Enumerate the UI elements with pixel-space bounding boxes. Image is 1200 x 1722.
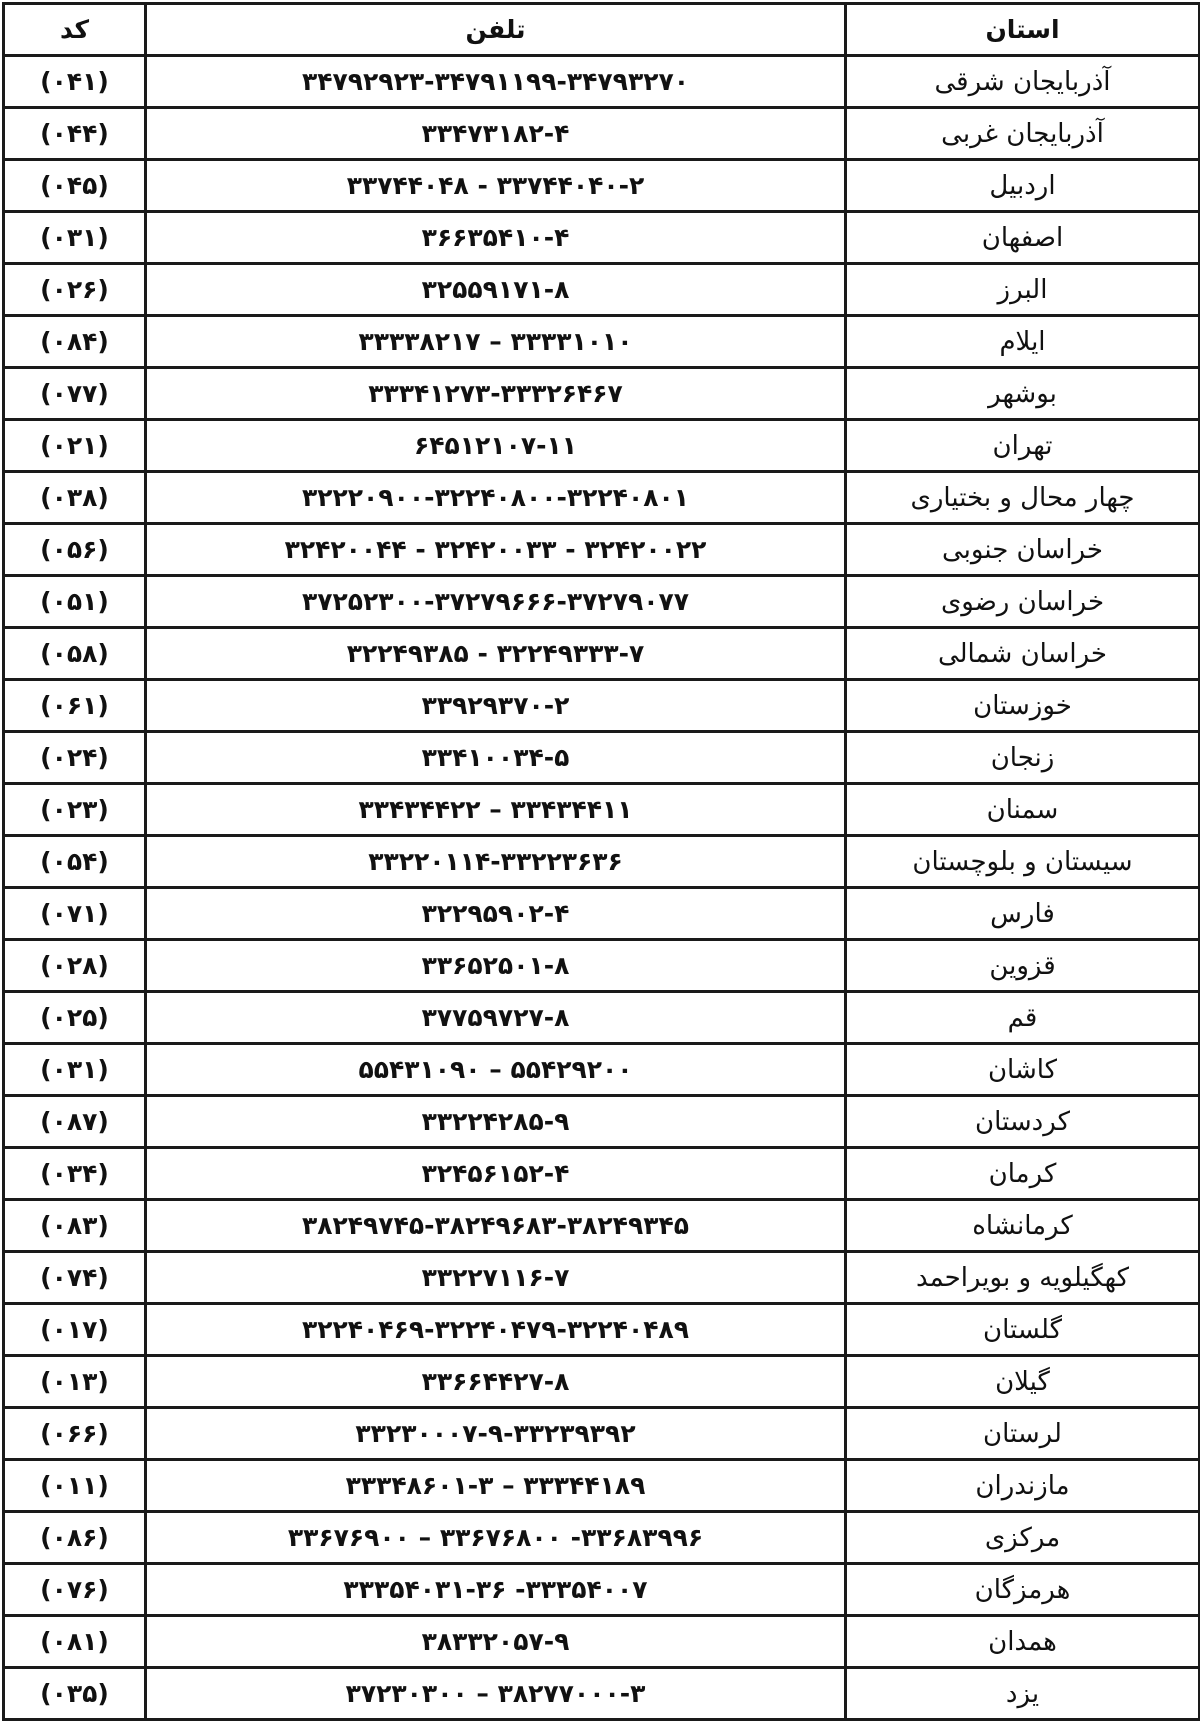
phone-cell: ۳۳۴۳۴۴۱۱ – ۳۳۴۳۴۴۲۲: [146, 784, 846, 836]
area-code-cell: (۰۲۵): [4, 992, 146, 1044]
province-cell: چهار محال و بختیاری: [846, 472, 1200, 524]
area-code-cell: (۰۴۱): [4, 56, 146, 108]
phone-cell: ۳۳۶۸۳۹۹۶- ۳۳۶۷۶۸۰۰ – ۳۳۶۷۶۹۰۰: [146, 1512, 846, 1564]
province-cell: قزوین: [846, 940, 1200, 992]
phone-cell: ۳۳۲۲۴۲۸۵-۹: [146, 1096, 846, 1148]
phone-cell: ۳۷۲۵۲۳۰۰-۳۷۲۷۹۶۶۶-۳۷۲۷۹۰۷۷: [146, 576, 846, 628]
table-row: [4, 1668, 1200, 1720]
province-cell: قم: [846, 992, 1200, 1044]
area-code-cell: (۰۵۸): [4, 628, 146, 680]
table-row: [4, 732, 1200, 784]
province-cell: تهران: [846, 420, 1200, 472]
province-cell: خوزستان: [846, 680, 1200, 732]
phone-cell: ۳۲۲۴۹۳۳۳-۷ - ۳۲۲۴۹۳۸۵: [146, 628, 846, 680]
area-code-cell: (۰۱۳): [4, 1356, 146, 1408]
phone-cell: ۳۳۳۵۴۰۰۷- ۳۳۳۵۴۰۳۱-۳۶: [146, 1564, 846, 1616]
table-row: [4, 1252, 1200, 1304]
area-code-cell: (۰۴۵): [4, 160, 146, 212]
phone-table: [2, 2, 1200, 1721]
table-row: [4, 1096, 1200, 1148]
phone-cell: ۳۳۹۲۹۳۷۰-۲: [146, 680, 846, 732]
area-code-cell: (۰۷۶): [4, 1564, 146, 1616]
area-code-cell: (۰۳۱): [4, 212, 146, 264]
table-row: [4, 472, 1200, 524]
area-code-cell: (۰۱۱): [4, 1460, 146, 1512]
table-row: [4, 836, 1200, 888]
table-row: [4, 368, 1200, 420]
header-phone: تلفن: [146, 4, 846, 56]
table-row: [4, 576, 1200, 628]
table-row: [4, 888, 1200, 940]
area-code-cell: (۰۵۶): [4, 524, 146, 576]
phone-cell: ۳۸۲۷۷۰۰۰-۳ – ۳۷۲۳۰۳۰۰: [146, 1668, 846, 1720]
table-row: [4, 108, 1200, 160]
phone-cell: ۳۶۶۳۵۴۱۰-۴: [146, 212, 846, 264]
area-code-cell: (۰۵۴): [4, 836, 146, 888]
phone-cell: ۳۳۴۱۰۰۳۴-۵: [146, 732, 846, 784]
province-cell: البرز: [846, 264, 1200, 316]
area-code-cell: (۰۸۴): [4, 316, 146, 368]
table-row: [4, 1408, 1200, 1460]
phone-cell: ۳۳۲۲۷۱۱۶-۷: [146, 1252, 846, 1304]
phone-cell: ۶۴۵۱۲۱۰۷-۱۱: [146, 420, 846, 472]
province-cell: اردبیل: [846, 160, 1200, 212]
phone-cell: ۳۴۷۹۲۹۲۳-۳۴۷۹۱۱۹۹-۳۴۷۹۳۲۷۰: [146, 56, 846, 108]
table-row: [4, 992, 1200, 1044]
province-cell: لرستان: [846, 1408, 1200, 1460]
province-cell: آذربایجان شرقی: [846, 56, 1200, 108]
table-row: [4, 680, 1200, 732]
area-code-cell: (۰۶۱): [4, 680, 146, 732]
area-code-cell: (۰۲۶): [4, 264, 146, 316]
table-row: [4, 1200, 1200, 1252]
area-code-cell: (۰۷۱): [4, 888, 146, 940]
area-code-cell: (۰۳۱): [4, 1044, 146, 1096]
phone-cell: ۳۲۴۲۰۰۲۲ - ۳۲۴۲۰۰۳۳ - ۳۲۴۲۰۰۴۴: [146, 524, 846, 576]
table-row: [4, 420, 1200, 472]
area-code-cell: (۰۲۳): [4, 784, 146, 836]
area-code-cell: (۰۸۱): [4, 1616, 146, 1668]
table-row: [4, 160, 1200, 212]
province-cell: گلستان: [846, 1304, 1200, 1356]
table-row: [4, 316, 1200, 368]
area-code-cell: (۰۷۴): [4, 1252, 146, 1304]
province-cell: ایلام: [846, 316, 1200, 368]
area-code-cell: (۰۳۵): [4, 1668, 146, 1720]
phone-cell: ۳۳۷۴۴۰۴۰-۲ - ۳۳۷۴۴۰۴۸: [146, 160, 846, 212]
province-cell: خراسان جنوبی: [846, 524, 1200, 576]
table-row: [4, 1460, 1200, 1512]
area-code-cell: (۰۸۳): [4, 1200, 146, 1252]
area-code-cell: (۰۴۴): [4, 108, 146, 160]
table-body: [4, 56, 1200, 1720]
phone-cell: ۳۲۴۵۶۱۵۲-۴: [146, 1148, 846, 1200]
province-cell: سمنان: [846, 784, 1200, 836]
phone-cell: ۳۲۲۲۰۹۰۰-۳۲۲۴۰۸۰۰-۳۲۲۴۰۸۰۱: [146, 472, 846, 524]
province-cell: کردستان: [846, 1096, 1200, 1148]
province-cell: مازندران: [846, 1460, 1200, 1512]
table-row: [4, 940, 1200, 992]
area-code-cell: (۰۶۶): [4, 1408, 146, 1460]
area-code-cell: (۰۳۴): [4, 1148, 146, 1200]
phone-cell: ۳۳۶۶۴۴۲۷-۸: [146, 1356, 846, 1408]
province-cell: کرمان: [846, 1148, 1200, 1200]
area-code-cell: (۰۲۸): [4, 940, 146, 992]
header-province: استان: [846, 4, 1200, 56]
province-cell: آذربایجان غربی: [846, 108, 1200, 160]
province-cell: بوشهر: [846, 368, 1200, 420]
phone-cell: ۳۳۶۵۲۵۰۱-۸: [146, 940, 846, 992]
table-row: [4, 1356, 1200, 1408]
province-cell: سیستان و بلوچستان: [846, 836, 1200, 888]
province-cell: اصفهان: [846, 212, 1200, 264]
phone-cell: ۳۲۵۵۹۱۷۱-۸: [146, 264, 846, 316]
province-cell: مرکزی: [846, 1512, 1200, 1564]
phone-cell: ۳۳۳۳۱۰۱۰ – ۳۳۳۳۸۲۱۷: [146, 316, 846, 368]
phone-cell: ۳۳۲۲۰۱۱۴-۳۳۲۲۳۶۳۶: [146, 836, 846, 888]
province-cell: یزد: [846, 1668, 1200, 1720]
area-code-cell: (۰۲۴): [4, 732, 146, 784]
table-row: [4, 264, 1200, 316]
area-code-cell: (۰۱۷): [4, 1304, 146, 1356]
province-cell: کهگیلویه و بویراحمد: [846, 1252, 1200, 1304]
area-code-cell: (۰۸۶): [4, 1512, 146, 1564]
table-row: [4, 1044, 1200, 1096]
province-cell: گیلان: [846, 1356, 1200, 1408]
province-cell: فارس: [846, 888, 1200, 940]
area-code-cell: (۰۳۸): [4, 472, 146, 524]
phone-cell: ۳۸۳۳۲۰۵۷-۹: [146, 1616, 846, 1668]
phone-cell: ۳۳۲۳۰۰۰۷-۹-۳۳۲۳۹۳۹۲: [146, 1408, 846, 1460]
province-phone-directory: [2, 2, 1198, 1720]
header-row: [4, 4, 1200, 56]
header-code: کد: [4, 4, 146, 56]
phone-cell: ۳۳۴۷۳۱۸۲-۴: [146, 108, 846, 160]
table-row: [4, 1616, 1200, 1668]
table-row: [4, 1304, 1200, 1356]
province-cell: کاشان: [846, 1044, 1200, 1096]
phone-cell: ۳۸۲۴۹۷۴۵-۳۸۲۴۹۶۸۳-۳۸۲۴۹۳۴۵: [146, 1200, 846, 1252]
area-code-cell: (۰۸۷): [4, 1096, 146, 1148]
table-row: [4, 1564, 1200, 1616]
phone-cell: ۳۳۳۴۴۱۸۹ – ۳۳۳۴۸۶۰۱-۳: [146, 1460, 846, 1512]
table-row: [4, 1512, 1200, 1564]
phone-cell: ۳۲۲۴۰۴۶۹-۳۲۲۴۰۴۷۹-۳۲۲۴۰۴۸۹: [146, 1304, 846, 1356]
table-row: [4, 56, 1200, 108]
table-row: [4, 212, 1200, 264]
province-cell: زنجان: [846, 732, 1200, 784]
area-code-cell: (۰۷۷): [4, 368, 146, 420]
table-row: [4, 628, 1200, 680]
phone-cell: ۳۷۷۵۹۷۲۷-۸: [146, 992, 846, 1044]
area-code-cell: (۰۵۱): [4, 576, 146, 628]
province-cell: کرمانشاه: [846, 1200, 1200, 1252]
phone-cell: ۳۲۲۹۵۹۰۲-۴: [146, 888, 846, 940]
province-cell: همدان: [846, 1616, 1200, 1668]
table-row: [4, 1148, 1200, 1200]
phone-cell: ۵۵۴۲۹۲۰۰ – ۵۵۴۳۱۰۹۰: [146, 1044, 846, 1096]
table-row: [4, 524, 1200, 576]
phone-cell: ۳۳۳۴۱۲۷۳-۳۳۳۲۶۴۶۷: [146, 368, 846, 420]
province-cell: خراسان رضوی: [846, 576, 1200, 628]
province-cell: خراسان شمالی: [846, 628, 1200, 680]
province-cell: هرمزگان: [846, 1564, 1200, 1616]
table-row: [4, 784, 1200, 836]
area-code-cell: (۰۲۱): [4, 420, 146, 472]
